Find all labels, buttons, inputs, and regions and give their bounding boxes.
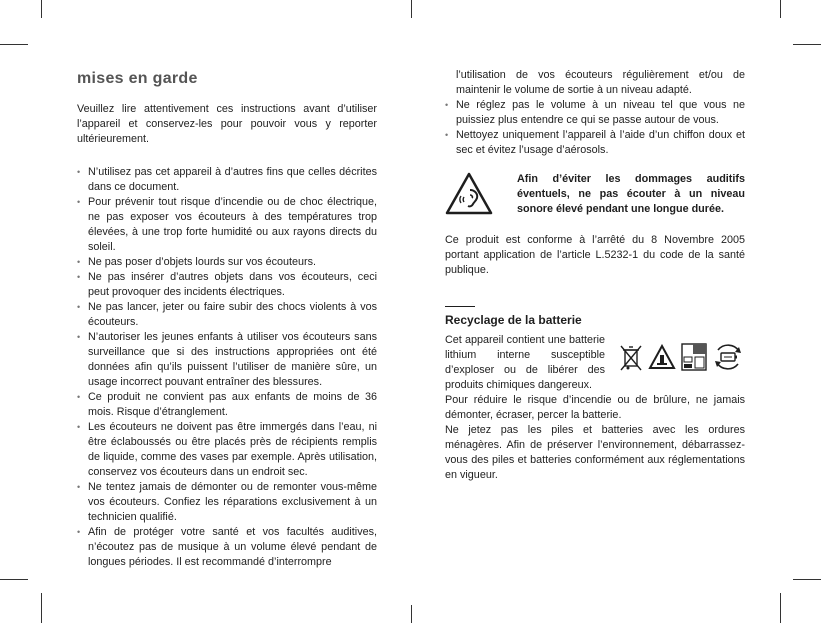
list-item: • Ne pas insérer d’autres objets dans vos écouteurs, ceci peut provoquer des incidents électriques. [77,270,377,300]
hearing-warning-box [445,172,745,217]
list-item: • Ne réglez pas le volume à un niveau tel que vous ne puissiez plus entendre ce qui se passe autour de vous. [445,98,745,128]
crop-mark [41,593,42,623]
crop-mark [411,0,412,18]
left-column [77,70,377,570]
recycle-paragraph: Pour réduire le risque d’incendie ou de brûlure, ne jamais démonter, écraser, percer la batterie. [445,394,745,421]
list-item: • N’autoriser les jeunes enfants à utiliser vos écouteurs sans surveillance que si des instructions appropriées ont été données afin qu’ils puissent l’utiliser de manière sûre, un usage incorrect pouvant entraîner des blessures. [77,330,377,390]
recycle-row [445,333,745,393]
hearing-warning-text: Afin d’éviter les dommages auditifs éventuels, ne pas écouter à un niveau sonore élevé pendant une longue durée. [517,173,745,215]
section-divider [445,306,475,307]
crossed-bin-icon [619,343,643,371]
recycle-title: Recyclage de la batterie [445,313,582,327]
recycle-paragraph: Ne jetez pas les piles et batteries avec les ordures ménagères. Afin de préserver l’environnement, débarrassez-vous des piles et batteries conformément aux réglementations en vigueur. [445,424,745,481]
crop-mark [41,0,42,18]
list-item: • Pour prévenir tout risque d’incendie ou de choc électrique, ne pas exposer vos écouteurs à des températures trop élevées, à une trop forte humidité ou aux rayons directs du soleil. [77,195,377,255]
battery-sorting-icon [681,343,707,371]
conformity-paragraph: Ce produit est conforme à l’arrêté du 8 Novembre 2005 portant application de l’article L.5232-1 du code de la santé publique. [445,234,745,276]
crop-mark [780,0,781,18]
crop-mark [780,593,781,623]
list-item: • Ne pas lancer, jeter ou faire subir des chocs violents à vos écouteurs. [77,300,377,330]
crop-mark [793,579,821,580]
crop-mark [411,605,412,623]
intro-paragraph: Veuillez lire attentivement ces instructions avant d’utiliser l’appareil et conservez-les pour pouvoir vous y reporter ultérieurement. [77,103,377,145]
page-title: mises en garde [77,70,198,87]
list-item: • Les écouteurs ne doivent pas être immergés dans l’eau, ni être éclaboussés ou être placés près de récipients remplis de liquide, comme des vases par exemple. Après utilisation, conservez vos écouteurs dans un endroit sec. [77,420,377,480]
crop-mark [793,44,821,45]
list-item: • Ne pas poser d’objets lourds sur vos écouteurs. [77,255,377,270]
continuation-paragraph: l’utilisation de vos écouteurs régulièrement et/ou de maintenir le volume de sortie à un niveau adapté. [456,69,745,96]
recycle-symbols [619,341,744,373]
warnings-list [77,165,377,570]
hazard-triangle-icon [648,344,676,370]
recycle-intro: Cet appareil contient une batterie lithium interne susceptible d’exploser ou de libérer des produits chimiques dangereux. [445,334,605,391]
list-item: • N’utilisez pas cet appareil à d’autres fins que celles décrites dans ce document. [77,165,377,195]
list-item: • Nettoyez uniquement l’appareil à l’aide d’un chiffon doux et sec et évitez l’usage d’aérosols. [445,128,745,158]
crop-mark [0,44,28,45]
crop-mark [0,579,28,580]
list-item: • Ne tentez jamais de démonter ou de remonter vous-même vos écouteurs. Confiez les réparations exclusivement à un technicien qualifié. [77,480,377,525]
list-item: • Ce produit ne convient pas aux enfants de moins de 36 mois. Risque d’étranglement. [77,390,377,420]
battery-recycle-icon [712,341,744,373]
list-item: • Afin de protéger votre santé et vos facultés auditives, n’écoutez pas de musique à un volume élevé pendant de longues périodes. Il est recommandé d’interrompre [77,525,377,570]
hearing-warning-icon [445,172,493,216]
right-column [445,68,745,483]
warnings-list-continued [445,98,745,158]
